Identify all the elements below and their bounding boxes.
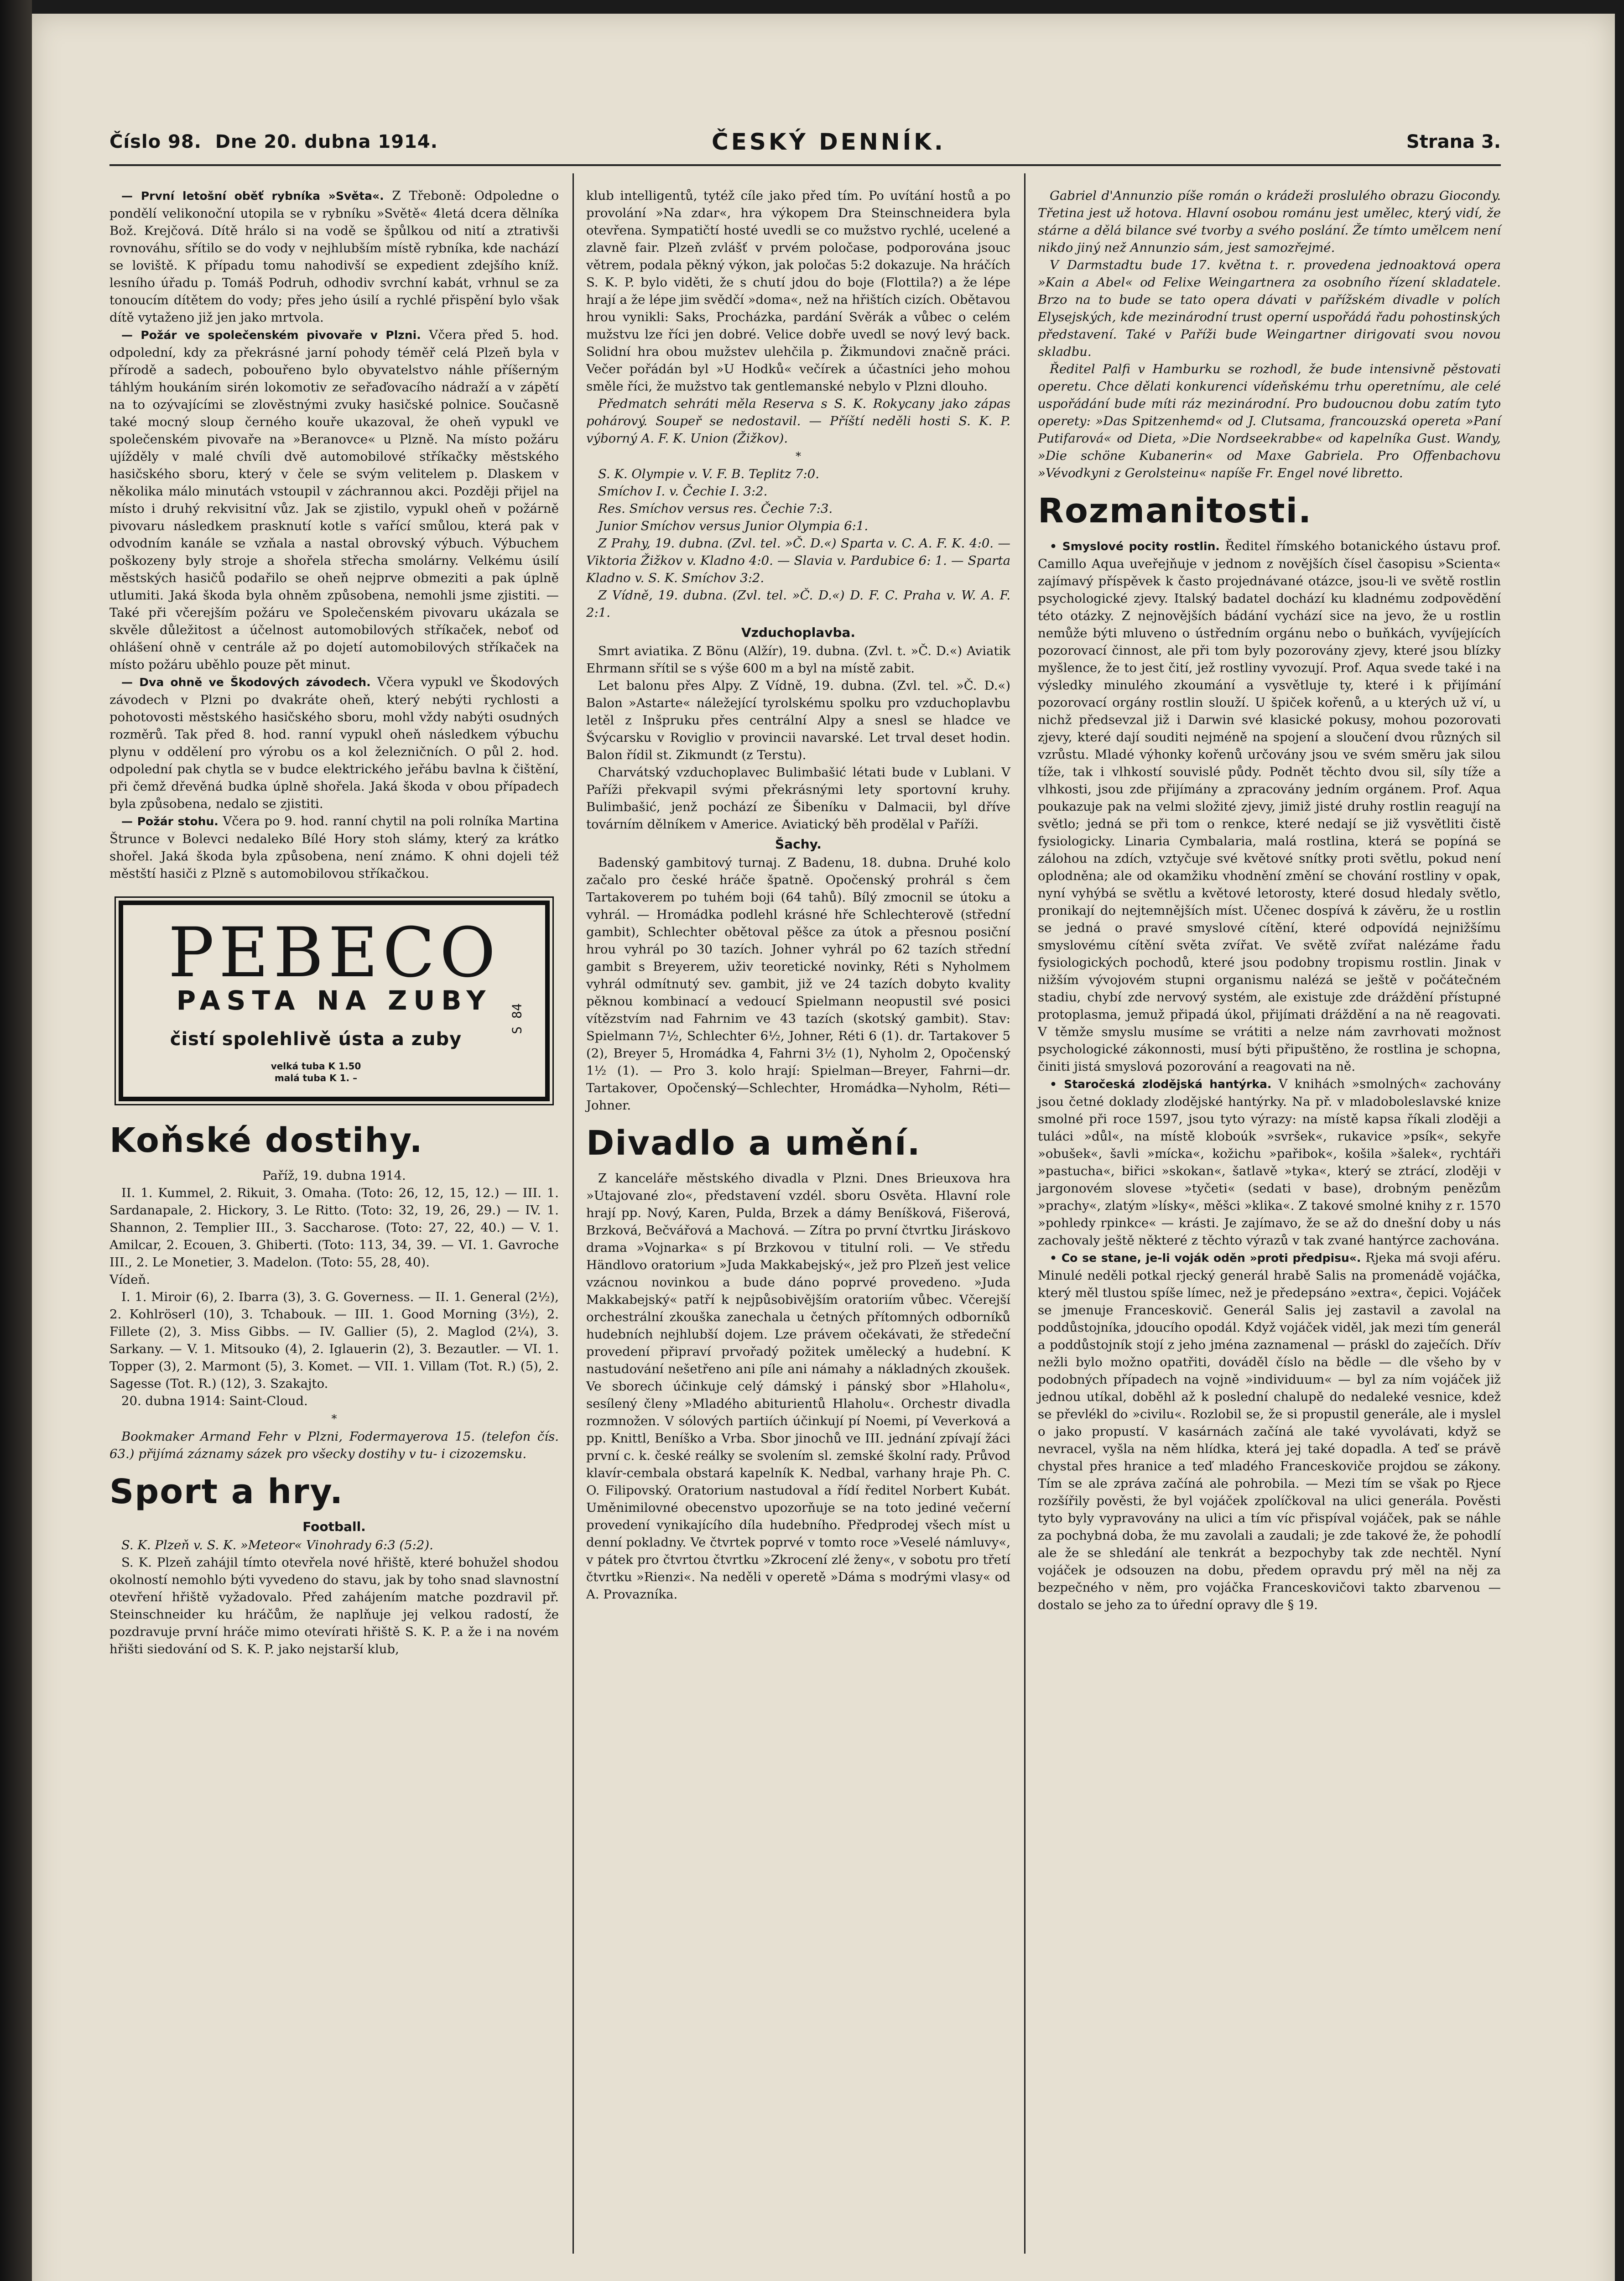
separator-star: * [796,450,801,463]
ad-price-large: velká tuba K 1.50 [271,1061,361,1072]
text-pond-drowning: Z Třeboně: Odpoledne o pondělí velikonoční utopila se v rybníku »Světě« 4letá dcera dělníka Bož. Krejčová. Dítě hrálo si na vodě se špůlkou od nití a ztrativši rovnováhu, sřítilo se do vody v nejhlubším místě rybníka, kde nachází se loviště. K případu tomu nahodivší se expedient zdejšího kníž. lesního úřadu p. Tomáš Podruh, odhodiv svrchní kabát, vrhnul se za tonoucím dítětem do vody; přes jeho úsilí a rychlé přispění bylo však dítě vytaženo již jen jako mrtvola. [109,188,559,325]
issue-date: Dne 20. dubna 1914. [215,131,438,152]
football-report-continued: klub intelligentů, tytéž cíle jako před tím. Po uvítání hostů a po provolání »Na zdar«, hra výkopem Dra Steinschneidera byla otevřena. Sympatičtí hosté uvedli se co mužstvo rychlé, ucelené a zlavně fair. Plzeň zvlášť v prvém poločase, podporována jsouc větrem, podala pěkný výkon, jak poločas 5:2 dokazuje. Na hráčích S. K. P. bylo viděti, že s chutí jdou do boje (Flottila?) a že lépe hrají a že lépe jim svědčí »doma«, než na hřištích cizích. Obětavou hrou vynikli: Saks, Procházka, pardání Svěrák a vůbec o celém mužstvu lze říci jen dobré. Velice dobře uvedl se nový levý back. Solidní hra obou mužstev ulehčila p. Žikmundovi značně práci. Večer pořádán byl »U Hodků« večírek a účastníci jeho mohou směle říci, že mužstvo tak gentlemanské nebylo v Plzni dlouho. [586,188,1010,394]
darmstadt-opera [1038,256,1501,360]
section-miscellany: Rozmanitosti. [1038,491,1312,531]
column-3 [1038,187,1501,1614]
headline-soldier-uniform: • Co se stane, je-li voják oděn »proti předpisu«. [1050,1251,1361,1265]
issue-number: Číslo 98. [109,131,202,152]
chess-heading: Šachy. [775,837,822,852]
hamburg-operetta [1038,360,1501,482]
match-report: S. K. Plzeň zahájil tímto otevřela nové hřiště, které bohužel shodou okolností nemohlo býti vyvedeno do stavu, jak by toho snad slavnostní otevření hřiště vyžadovalo. Před zahájením matche pozdravil př. Steinschneider ku hráčům, že naplňuje jej velkou radostí, že pozdravuje první hráče mimo otevírati hřiště S. K. P. a že i na novém hřišti siedování od S. K. P. jako nejstarší klub, [109,1555,559,1656]
result-line-text: Junior Smíchov versus Junior Olympia 6:1. [598,519,869,533]
vienna-dateline: Vídeň. [109,1272,150,1287]
annunzio-note [1038,187,1501,256]
prague-results-text: Z Prahy, 19. dubna. (Zvl. tel. »Č. D.«) Sparta v. C. A. F. K. 4:0. — Viktoria Žižkov v. Kladno 4:0. — Slavia v. Pardubice 6: 1. — Sparta Kladno v. S. K. Smíchov 3:2. [586,536,1010,585]
ad-price-small: malá tuba K 1. – [274,1073,358,1083]
aviator-bulimbasic: Charvátský vzduchoplavec Bulimbašić létati bude v Lublani. V Paříži překvapil svými překrásnými lety sportovní kruhy. Bulimbašić, jenž pochází ze Šibeníku v Dalmacii, byl dříve továrním dělníkem v Americe. Aviatický běh prodělal v Paříži. [586,765,1010,832]
result-line-text: Res. Smíchov versus res. Čechie 7:3. [598,501,833,516]
text-haystack-fire: Včera po 9. hod. ranní chytil na poli rolníka Martina Štrunce v Bolevci nedaleko Bílé Hory stoh slámy, který za krátko shořel. Jaká škoda byla způsobena, není známo. K ohni dojeli též městští hasiči z Plzně s automobilovou stříkačkou. [109,814,559,881]
headline-brewery-fire: — Požár ve společenském pivovaře v Plzni. [121,328,421,342]
article-thieves-slang [1038,1075,1501,1249]
page-binding-edge [0,0,32,2281]
annunzio-text: Gabriel d'Annunzio píše román o krádeži proslulého obrazu Giocondy. Třetina jest už hotova. Hlavní osobou románu jest umělec, který vidí, že stárne a dělá bilance své tvorby a svého poslání. Že tímto umělcem není nikdo jiný než Annunzio sám, jest samozřejmé. [1038,188,1501,255]
vienna-football-results [586,587,1010,621]
balloon-flight: Let balonu přes Alpy. Z Vídně, 19. dubna. (Zvl. tel. »Č. D.«) Balon »Astarte« náležející tyrolskému spolku pro vzduchoplavbu letěl z Inšpruku přes centrální Alpy a snesl se hladce ve Švýcarsku v Roviglio v provincii navarské. Let trval deset hodin. Balon řídil st. Zikmundt (z Terstu). [586,678,1010,762]
text-thieves-slang: V knihách »smolných« zachovány jsou četné doklady zlodějské hantýrky. Na př. v mladoboleslavské knize smolné při roce 1597, jsou tyto výrazy: na místě kapsa říkali zloději a tuláci »důl«, na místě kloboúk »svršek«, rukavice »psík«, sekyře »obušek«, šavli »mícka«, kožichu »pařibok«, košila »šalek«, rychtáři »pastucha«, biřici »skokan«, šatlavě »tyka«, který se ztrácí, zloději v jargonovém slovese »tyčeti« (sedati v base), drobným penězům »prachy«, zlatým »lísky«, měšci »klika«. Z takové smolné knihy z r. 1570 »pohledy rpinkce« — krásti. Je zajímavo, že se až do dnešní doby u nás zachovaly ještě některé z těchto výrazů v tak zvané hantýrce zachována. [1038,1077,1501,1248]
newspaper-title: ČESKÝ DENNÍK. [712,129,946,155]
column-2 [586,187,1010,1603]
vienna-football-text: Z Vídně, 19. dubna. (Zvl. tel. »Č. D.«) D. F. C. Praha v. W. A. F. 2:1. [586,588,1010,620]
article-skoda-fires [109,673,559,812]
ad-prices [123,1060,509,1084]
result-line-text: Smíchov I. v. Čechie I. 3:2. [598,484,768,499]
column-divider-2 [1024,173,1025,2254]
paris-results: II. 1. Kummel, 2. Rikuit, 3. Omaha. (Toto: 26, 12, 15, 12.) — III. 1. Sardanapale, 2. Hickory, 3. Le Ritto. (Toto: 32, 19, 26, 29.) — IV. 1. Shannon, 2. Templier III., 3. Saccharose. (Toto: 27, 22, 40.) — V. 1. Amilcar, 2. Ecouen, 3. Ghiberti. (Toto: 113, 34, 39. — VI. 1. Gavroche III., 2. Le Monetier, 3. Madelon. (Toto: 55, 28, 40). [109,1186,559,1270]
masthead [109,127,1501,159]
match-title [109,1536,559,1554]
article-haystack-fire [109,812,559,882]
darmstadt-text: V Darmstadtu bude 17. května t. r. provedena jednoaktová opera »Kain a Abel« od Felixe Weingartnera za osobního řízení skladatele. Brzo na to bude se tato opera dávati v pařížském divadle v polích Elysejských, kde mezinárodní trust operní uspořádá řadu pohostinských představení. Také v Paříži bude Weingartner dirigovati svou novou skladbu. [1038,258,1501,359]
aviation-heading: Vzduchoplavba. [741,625,856,640]
masthead-issue-date [109,131,438,152]
article-plant-senses [1038,537,1501,1075]
result-line [586,517,1010,535]
column-divider-1 [573,173,574,2254]
section-theatre: Divadlo a umění. [586,1124,921,1163]
result-line [586,500,1010,517]
aviation-death: Smrt aviatika. Z Bönu (Alžír), 19. dubna. (Zvl. t. »Č. D.«) Aviatik Ehrmann sřítil se s výše 600 m a byl na místě zabit. [586,644,1010,676]
pebeco-advertisement [119,901,550,1101]
article-soldier-uniform [1038,1249,1501,1614]
result-line [586,483,1010,500]
headline-skoda-fires: — Dva ohně ve Škodových závodech. [121,676,371,689]
masthead-rule [109,164,1501,166]
chess-report: Badenský gambitový turnaj. Z Badenu, 18. dubna. Druhé kolo začalo pro české hráče špatně. Opočenský prohrál s čem Tartakoverem po tuhém boji (64 tahů). Bílý zmocnil se útoku a vyhrál. — Hromádka podlehl krásné hře Schlechterově (střední gambit), Schlechter obětoval pěšce za útok a přesnou posiční hrou vyhrál po 30 tazích. Johner vyhrál po 62 tazích střední gambit s Breyerem, uživ teoretické novinky, Réti s Nyholmem vyhrál odmítnutý sev. gambit, již ve 24 tazích dobyto kvality pěknou kombinací a vedoucí Spielmann neopustil své posici vítězstvím nad Fahrnim ve 43 tazích (skotský gambit). Stav: Spielmann 7½, Schlechter 6½, Johner, Réti 6 (1). dr. Tartakover 5 (2), Breyer 5, Hromádka 4, Fahrni 3½ (1), Nyholm 2, Opočenský 1½ (1). — Pro 3. kolo hrají: Spielman—Breyer, Fahrni—dr. Tartakover, Opočenský—Schlechter, Hromádka—Nyholm, Réti—Johner. [586,855,1010,1113]
headline-pond-drowning: — První letošní oběť rybníka »Světa«. [121,189,384,203]
prematch-note-text: Předmatch sehráti měla Reserva s S. K. Rokycany jako zápas pohárový. Soupeř se nedostavil. — Příští neděli hosti S. K. P. výborný A. F. K. Union (Žižkov). [586,396,1010,446]
prague-results [586,535,1010,587]
result-line [586,465,1010,483]
column-1 [109,187,559,1658]
next-race: 20. dubna 1914: Saint-Cloud. [121,1394,308,1408]
bookmaker-text: Bookmaker Armand Fehr v Plzni, Fodermayerova 15. (telefon čís. 63.) přijímá záznamy sázek pro všecky dostihy v tu- i cizozemsku. [109,1429,559,1461]
ad-code: S 84 [509,1003,525,1034]
ad-product: PASTA NA ZUBY [176,985,492,1016]
hamburg-text: Ředitel Palfi v Hamburku se rozhodl, že bude intensivně pěstovati operetu. Chce dělati konkurenci vídeňskému trhu operetnímu, ale celé uspořádání bude míti ráz mezinárodní. Pro budoucnou dobu zatím tyto operety: »Das Spitzenhemd« od J. Clutsama, francouzská opereta »Paní Putifarová« od Dieta, »Die Nordseekrabbe« od kapelníka Gust. Wandy, »Die schöne Kubanerin« od Maxe Gabriela. Pro Offenbachovu »Vévodkyni z Gerolsteinu« napíše Fr. Engel nové libretto. [1038,362,1501,480]
ad-slogan: čistí spolehlivě ústa a zuby [170,1029,462,1050]
vienna-results: I. 1. Miroir (6), 2. Ibarra (3), 3. G. Governess. — II. 1. General (2½), 2. Kohlröserl (10), 3. Tchabouk. — III. 1. Good Morning (3½), 2. Fillete (2), 3. Miss Gibbs. — IV. Gallier (5), 2. Maglod (2¼), 3. Sarkany. — V. 1. Mitsouko (4), 2. Iglauerin (2), 3. Bezautler. — VI. 1. Topper (3), 2. Marmont (5), 3. Komet. — VII. 1. Villam (Tot. R.) (5), 2. Sagesse (Tot. R.) (12), 3. Szakajto. [109,1290,559,1391]
section-horse-races: Koňské dostihy. [109,1121,423,1160]
newspaper-page [32,14,1615,2281]
paris-dateline: Paříž, 19. dubna 1914. [262,1168,406,1183]
match-title-text: S. K. Plzeň v. S. K. »Meteor« Vinohrady 6:3 (5:2). [121,1538,433,1552]
text-brewery-fire: Včera před 5. hod. odpolední, kdy za překrásné jarní pohody téměř celá Plzeň byla v přírodě a sadech, pobouřeno bylo obyvatelstvo náhle příšerným táhlým houkáním sirén lokomotiv ze seřaďovacího nádraží a v zápětí na to ozývajícími se zlověstnými zvuky hasičské polnice. Současně také mocný sloup černého kouře ukazoval, že oheň vypukl ve společenském pivovaře na »Beranovce« u Plzně. Na místo požáru ujížděly v malé chvíli dvě automobilové stříkačky městského hasičského sboru, který v čele se svým velitelem p. Dlaskem v několika málo minutách vstoupil v záchrannou akci. Později přijel na místo i druhý rekvisitní vůz. Jak se zjistilo, vypukl oheň v požárně pivovaru následkem prasknutí kotle s vařící smůlou, která pak v odvodním kanále se vzňala a nastal obrovský výbuch. Výbuchem poškozeny byly stroje a shořela střecha smolárny. Velkému úsilí městských hasičů podařilo se oheň nejprve obmeziti a pak úplně utlumiti. Jaká škoda byla ohněm způsobena, nemohli jsme zjistiti. — Také při včerejším požáru ve Společenském pivovaru ukázala se skvěle důležitost a účelnost automobilových stříkaček, neboť od ohlášení ohně v centrále až po dojetí automobilových stříkaček na místo požáru uběhlo pouze pět minut. [109,328,559,672]
article-brewery-fire [109,326,559,673]
article-pond-drowning [109,187,559,326]
separator-star: * [331,1412,337,1425]
headline-thieves-slang: • Staročeská zlodějská hantýrka. [1050,1078,1272,1091]
prematch-note [586,395,1010,447]
text-skoda-fires: Včera vypukl ve Škodových závodech v Plzni po dvakráte oheň, který nebýti rychlosti a pohotovosti městského hasičského sboru, mohl vždy nabýti osudných rozměrů. Tak před 8. hod. ranní vypukl oheň následkem výbuchu plynu v oddělení pro výrobu os a kol železničních. O půl 2. hod. odpolední pak chytla se v budce elektrického jeřábu bavlna k čištění, při čemž dřevěná budka úplně shořela. Jaká škoda v obou případech byla způsobena, nedalo se zjistiti. [109,675,559,811]
text-soldier-uniform: Rjeka má svoji aféru. Minulé neděli potkal rjecký generál hrabě Salis na promenádě vojáčka, který měl tlustou spíše límec, než je předepsáno »extra«, čepici. Vojáček se jmenuje Franceskovič. Generál Salis jej zastavil a zavolal na poddůstojníka, jdoucího opodál. Když vojáček viděl, jak mezi tím generál a poddůstojník stojí z jeho jména zaznamenal — práskl do zaječích. Dřív nežli bylo možno opatřiti, dováděl číslo na bědle — dle všeho by v podobných případech na vojně »individuum« — byl za ním vojáček již jednou utíkal, doběhl až k poslední chalupě do nedaleké vesnice, kdež se převlékl do »civilu«. Rozlobil se, že si propustil generále, ale i myslel o jako propustí. V kasárnách začíná ale také vyvolávati, když se nevracel, vyšla na něm hlídka, která jej také dopadla. A teď se právě chystal přes hranice a teď mladého Franceskoviče projdou se zákony. Tím se ale zpráva začíná ale pohrobila. — Mezi tím se však po Rjece rozšířily pověsti, že byl vojáček zpolíčkoval na ulici generála. Pověsti tyto byly vypravovány na ulici a tím víc přispíval vojáček, pak se náhle za pochybná doba, že mu zavolali a zaudali; je zde takové že, že pohodlí ale že se shledání ale tenkrát a bezpochyby tak zde nechtěl. Nyní vojáček je odsouzen na dobu, předem opravdu prý měl na něj za bezpečného v něm, pro vojáčka Franceskovičovi takto zbarvenou — dostalo se jeho za to úřední opravy dle § 19. [1038,1250,1501,1612]
football-heading: Football. [302,1519,366,1534]
ad-brand: PEBECO [168,913,500,993]
section-sport: Sport a hry. [109,1472,344,1511]
headline-plant-senses: • Smyslové pocity rostlin. [1050,540,1220,553]
text-plant-senses: Ředitel římského botanického ústavu prof. Camillo Aqua uveřejňuje v jednom z novějších čísel časopisu »Scienta« zajímavý příspěvek k často projednávané otázce, jsou-li ve světě rostlin psychologické zjevy. Italský badatel dochází ku kladnému zodpovědění této otázky. Z nejnovějších bádání vychází sice na jevo, že u rostlin nemůže býti mluveno o ústředním orgánu nebo o buňkách, vyvíjejících pozorovací činnost, ale při tom byly pozorovány zjevy, které jsou blízky myšlence, že to jest čití, jež rostliny vyvozují. Prof. Aqua svede také i na výsledky minulého zkoumání a vysvětluje ty, které i k přijímání pozorovací orgány rostlin slouží. U špiček kořenů, a u kterých už ví, u nichž předsevzal již i Darwin své klasické pokusy, mohou pozorovati zjevy, které dají souditi nejméně na spojení a sloučení dvou různých sil vzrůstu. Mladé výhonky kořenů určovány jsou ve svém směru jak silou tíže, tak i vlhkostí souvislé půdy. Podnět těchto dvou sil, síly tíže a vlhkosti, jsou zde přijímány a zpracovány jedním orgánem. Prof. Aqua poukazuje pak na velmi složité zjevy, jimiž jisté druhy rostlin reagují na světlo; jedná se při tom o renkce, které nedají se již vysvětliti čistě fysiologicky. Linaria Cymbalaria, malá rostlina, která se popíná se zálohou na zdích, vztyčuje své květové snítky proti světlu, pokud není oplodněna; ale od okamžiku vhodnění změní se chování rostliny v opak, nyní vyhýbá se světlu a květové letorosty, které dosud hledaly světlo, pronikají do nejtemnějších míst. Učenec dospívá k závěru, že u rostlin se jedná o pravé smyslové cítění, které odpovídá nejnižšímu smyslovému cítění světa zvířat. Ve světě zvířat nalézáme řadu fysiologických pochodů, které jsou podobny tropismu rostlin. Jinak v nižším vývojovém stupni organismu nalézá se ještě v počátečném stadiu, chybí zde nervový systém, ale existuje zde dráždění přístupné protoplasma, jemuž připadá úkol, přijímati dráždění a na ně reagovati. V těmže smyslu musíme se vrátiti a nelze nám zavrhovati možnost psychologické zákonnosti, musí býti připuštěno, že rostlina je schopna, činiti jistá smyslová pozorování a reagovati na ně. [1038,539,1501,1074]
theatre-report: Z kanceláře městského divadla v Plzni. Dnes Brieuxova hra »Utajované zlo«, představení vzdél. sboru Osvěta. Hlavní role hrají pp. Nový, Karen, Pulda, Brzek a dámy Beníšková, Fišerová, Brzková, Bečvářová a Machová. — Zítra po první čtvrtku Jiráskovo drama »Vojnarka« s pí Brzkovou v titulní roli. — Ve středu Händlovo oratorium »Juda Makkabejský«, jež pro Plzeň jest velice vzácnou novinkou a bude dáno poprvé provedeno. »Juda Makkabejský« patří k nejpůsobivějším oratoriím vůbec. Včerejší orchestrální zkouška zanechala u četných přítomných odborníků hudebních nejhlubší dojem. Lze právem očekávati, že středeční provedení připraví prvořadý požitek umělecký a hudební. K nastudování nešetřeno ani píle ani námahy a nákladných zkoušek. Ve sborech účinkuje celý dámský i pánský sbor »Hlaholu«, sesílený členy »Mladého abiturientů Hlaholu«. Orchestr divadla rozmnožen. V sólových partiích účinkují pí Noemi, pí Veverková a pp. Knittl, Beníško a Vrba. Sbor jinochů ve III. jednání zpívají žáci první c. k. české reálky se svolením sl. zemské školní rady. Průvod klavír-cembala obstará kapelník K. Nedbal, varhany hraje Ph. C. O. Filipovský. Oratorium nastudoval a řídí ředitel Norbert Kubát. Uměnimilovné obecenstvo upozorňuje se na toto jediné večerní provedení vynikajícího díla hudebního. Předprodej všech míst u denní pokladny. Ve čtvrtek poprvé v tomto roce »Veselé námluvy«, v pátek pro čtvrtou čtvrtku »Zkrocení zlé ženy«, v sobotu pro třetí čtvrtku »Rienzi«. Na neděli v operetě »Dáma s modrými vlasy« od A. Provazníka. [586,1171,1010,1602]
headline-haystack-fire: — Požár stohu. [121,815,219,828]
result-line-text: S. K. Olympie v. V. F. B. Teplitz 7:0. [598,467,819,481]
page-number: Strana 3. [1406,131,1501,152]
bookmaker-notice [109,1428,559,1463]
